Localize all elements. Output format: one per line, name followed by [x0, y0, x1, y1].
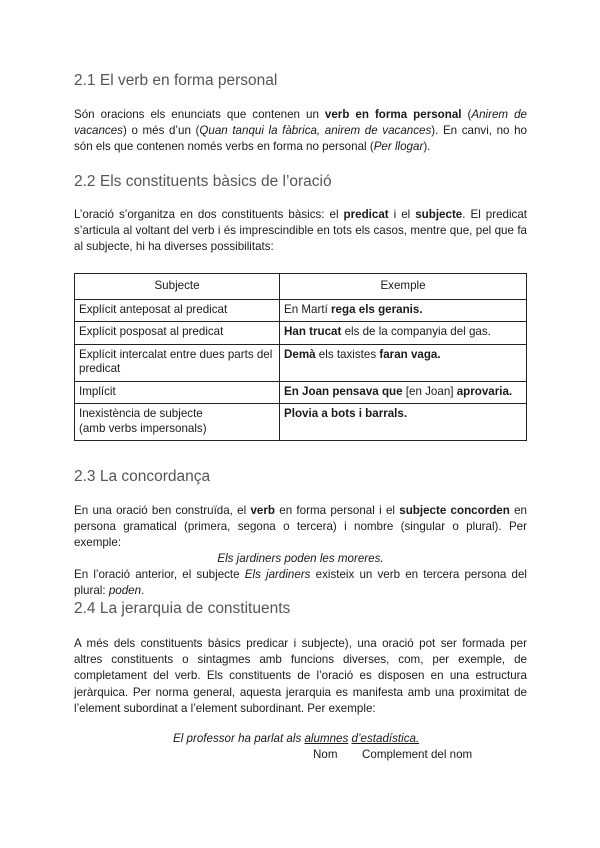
- table-row: [75, 322, 527, 345]
- table-row: [75, 299, 527, 322]
- cell-subject-type: Explícit intercalat entre dues parts del predicat: [75, 344, 280, 381]
- paragraph-concordanca-explanation: En l’oració anterior, el subjecte Els jardiners existeix un verb en tercera persona del plural: poden.: [74, 568, 527, 598]
- cell-example: Han trucat els de la companyia del gas.: [280, 322, 527, 345]
- cell-example: Demà els taxistes faran vaga.: [280, 344, 527, 381]
- paragraph-constituents: L’oració s’organitza en dos constituents bàsics: el predicat i el subjecte. El predicat s’articula al voltant del verb i és imprescindible en tots els casos, mentre que, pel que fa al subjecte, hi ha diverses possibilitats:: [74, 208, 528, 254]
- cell-example: En Joan pensava que [en Joan] aprovaria.: [280, 381, 527, 404]
- heading-2-1: 2.1 El verb en forma personal: [74, 72, 278, 89]
- heading-2-4: 2.4 La jerarquia de constituents: [74, 600, 291, 617]
- cell-subject-type: Explícit anteposat al predicat: [75, 299, 280, 322]
- cell-example: En Martí rega els geranis.: [280, 299, 527, 322]
- table-header-row: [75, 274, 527, 300]
- table-row: [75, 381, 527, 404]
- label-nom: Nom: [313, 748, 338, 761]
- table-row: [75, 404, 527, 441]
- example-sentence-jardiners: Els jardiners poden les moreres.: [217, 552, 384, 565]
- cell-subject-type: Explícit posposat al predicat: [75, 322, 280, 345]
- heading-2-2: 2.2 Els constituents bàsics de l’oració: [74, 173, 332, 190]
- cell-subject-type: Implícit: [75, 381, 280, 404]
- table-header-subjecte: Subjecte: [75, 274, 280, 300]
- cell-subject-type: Inexistència de subjecte (amb verbs impersonals): [75, 404, 280, 441]
- label-complement-nom: Complement del nom: [362, 748, 473, 761]
- table-row: [75, 344, 527, 381]
- cell-example: Plovia a bots i barrals.: [280, 404, 527, 441]
- table-header-exemple: Exemple: [280, 274, 527, 300]
- paragraph-jerarquia: A més dels constituents bàsics predicar i subjecte), una oració pot ser formada per altres constituents o sintagmes amb funcions diverses, com, per exemple, de completament del verb. Els constituents de l’oració es disposen en una estructura jeràrquica. Per norma general, aquesta jerarquia es manifesta amb una proximitat de l’element subordinat a l’element subordinant. Per exemple:: [74, 637, 527, 715]
- paragraph-verb-forma-personal: Són oracions els enunciats que contenen un verb en forma personal (Anirem de vacances) o més d’un (Quan tanqui la fàbrica, anirem de vacances). En canvi, no ho són els que contenen només verbs en forma no personal (Per llogar).: [74, 108, 527, 154]
- paragraph-concordanca: En una oració ben construïda, el verb en forma personal i el subjecte concorden en persona gramatical (primera, segona o tercera) i nombre (singular o plural). Per exemple:: [74, 504, 527, 550]
- heading-2-3: 2.3 La concordança: [74, 468, 211, 485]
- subject-types-table: [74, 273, 527, 441]
